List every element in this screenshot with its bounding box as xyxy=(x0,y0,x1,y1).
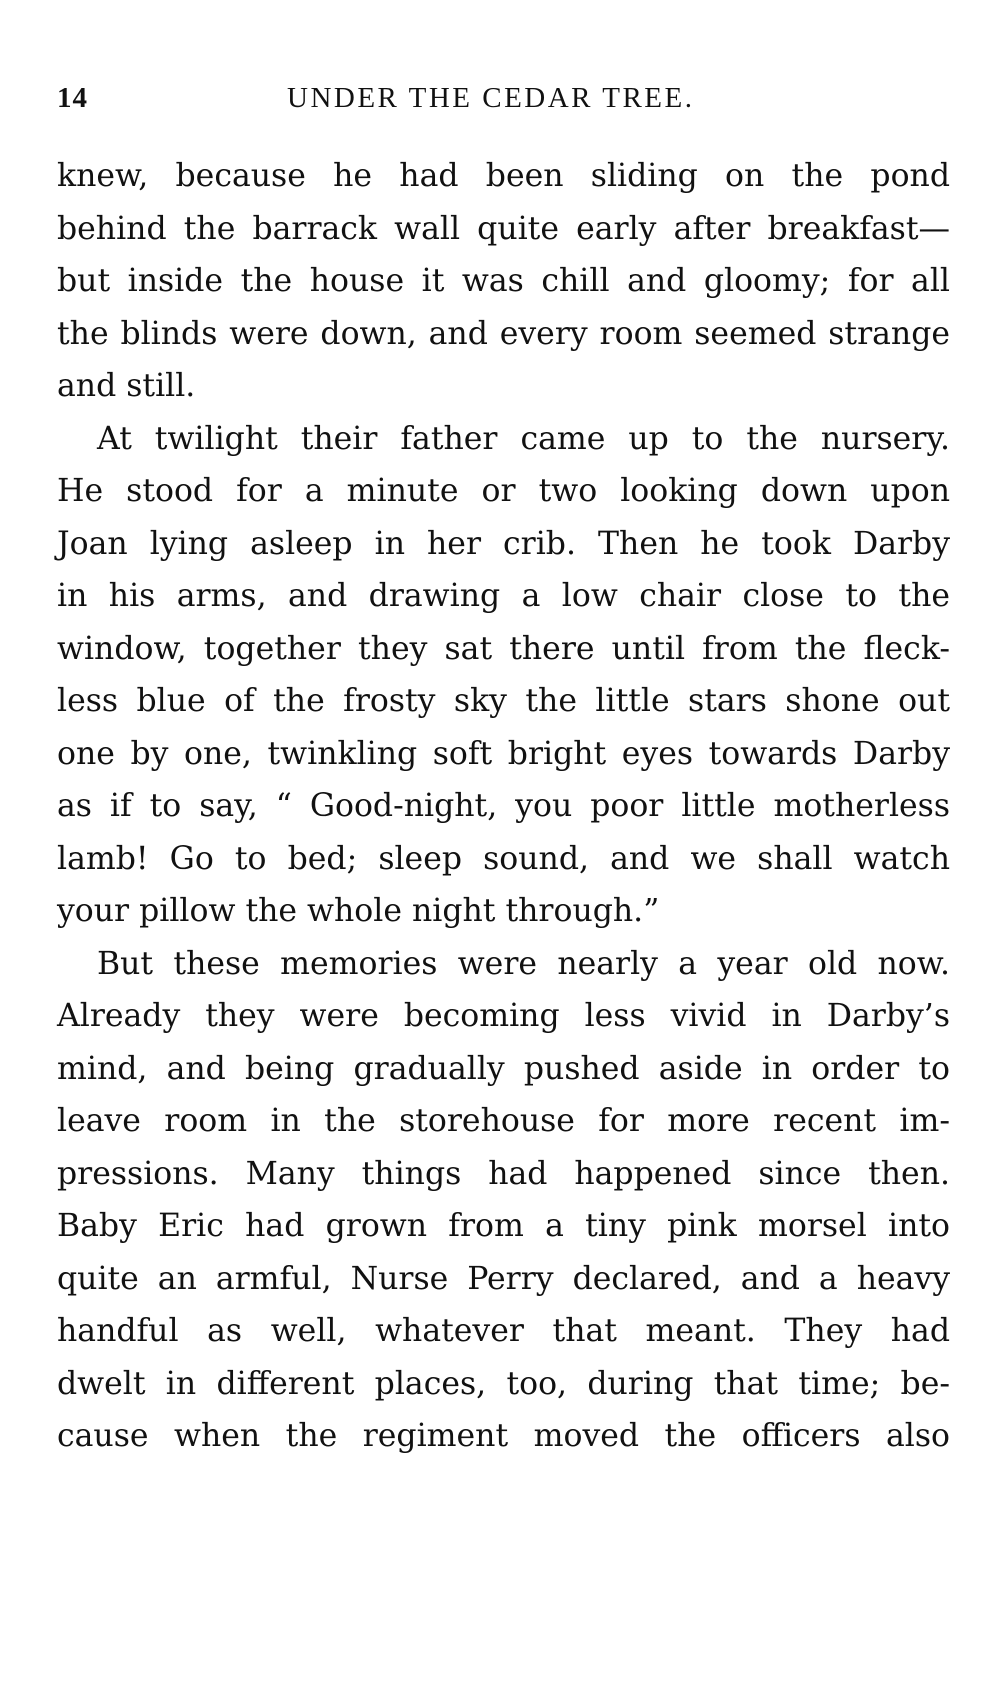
text-line: lamb! Go to bed; sleep sound, and we shall watch xyxy=(57,840,950,877)
text-line: mind, and being gradually pushed aside in order to xyxy=(57,1050,950,1087)
text-line: and still. xyxy=(57,368,196,404)
book-title: UNDER THE CEDAR TREE. xyxy=(287,82,695,114)
text-line: window, together they sat there until from the fleck- xyxy=(57,630,950,667)
text-line: the blinds were down, and every room seemed strange xyxy=(57,315,950,352)
text-line: less blue of the frosty sky the little stars shone out xyxy=(57,683,950,719)
text-line: leave room in the storehouse for more recent im- xyxy=(57,1103,950,1139)
text-line: as if to say, “ Good-night, you poor little motherless xyxy=(57,788,950,824)
text-line: quite an armful, Nurse Perry declared, and a heavy xyxy=(57,1260,950,1297)
text-line: handful as well, whatever that meant. They had xyxy=(57,1313,950,1349)
running-head xyxy=(57,82,950,122)
text-line: in his arms, and drawing a low chair close to the xyxy=(57,578,950,614)
text-line: But these memories were nearly a year old now. xyxy=(97,945,950,982)
text-line: but inside the house it was chill and gloomy; for all xyxy=(57,263,950,299)
text-line: Baby Eric had grown from a tiny pink morsel into xyxy=(57,1208,950,1244)
text-line: cause when the regiment moved the officers also xyxy=(57,1418,950,1454)
text-line: Already they were becoming less vivid in Darby’s xyxy=(57,998,950,1034)
text-line: He stood for a minute or two looking down upon xyxy=(57,473,950,509)
body-text xyxy=(57,150,950,1463)
page-number: 14 xyxy=(57,82,88,114)
text-line: knew, because he had been sliding on the pond xyxy=(57,158,950,194)
text-line: At twilight their father came up to the nursery. xyxy=(97,420,950,457)
text-line: dwelt in different places, too, during that time; be- xyxy=(57,1365,950,1402)
text-line: your pillow the whole night through.” xyxy=(57,893,660,929)
text-line: one by one, twinkling soft bright eyes towards Darby xyxy=(57,735,950,772)
text-line: Joan lying asleep in her crib. Then he took Darby xyxy=(57,525,950,562)
text-line: pressions. Many things had happened since then. xyxy=(57,1155,950,1192)
text-line: behind the barrack wall quite early after breakfast— xyxy=(57,210,950,247)
